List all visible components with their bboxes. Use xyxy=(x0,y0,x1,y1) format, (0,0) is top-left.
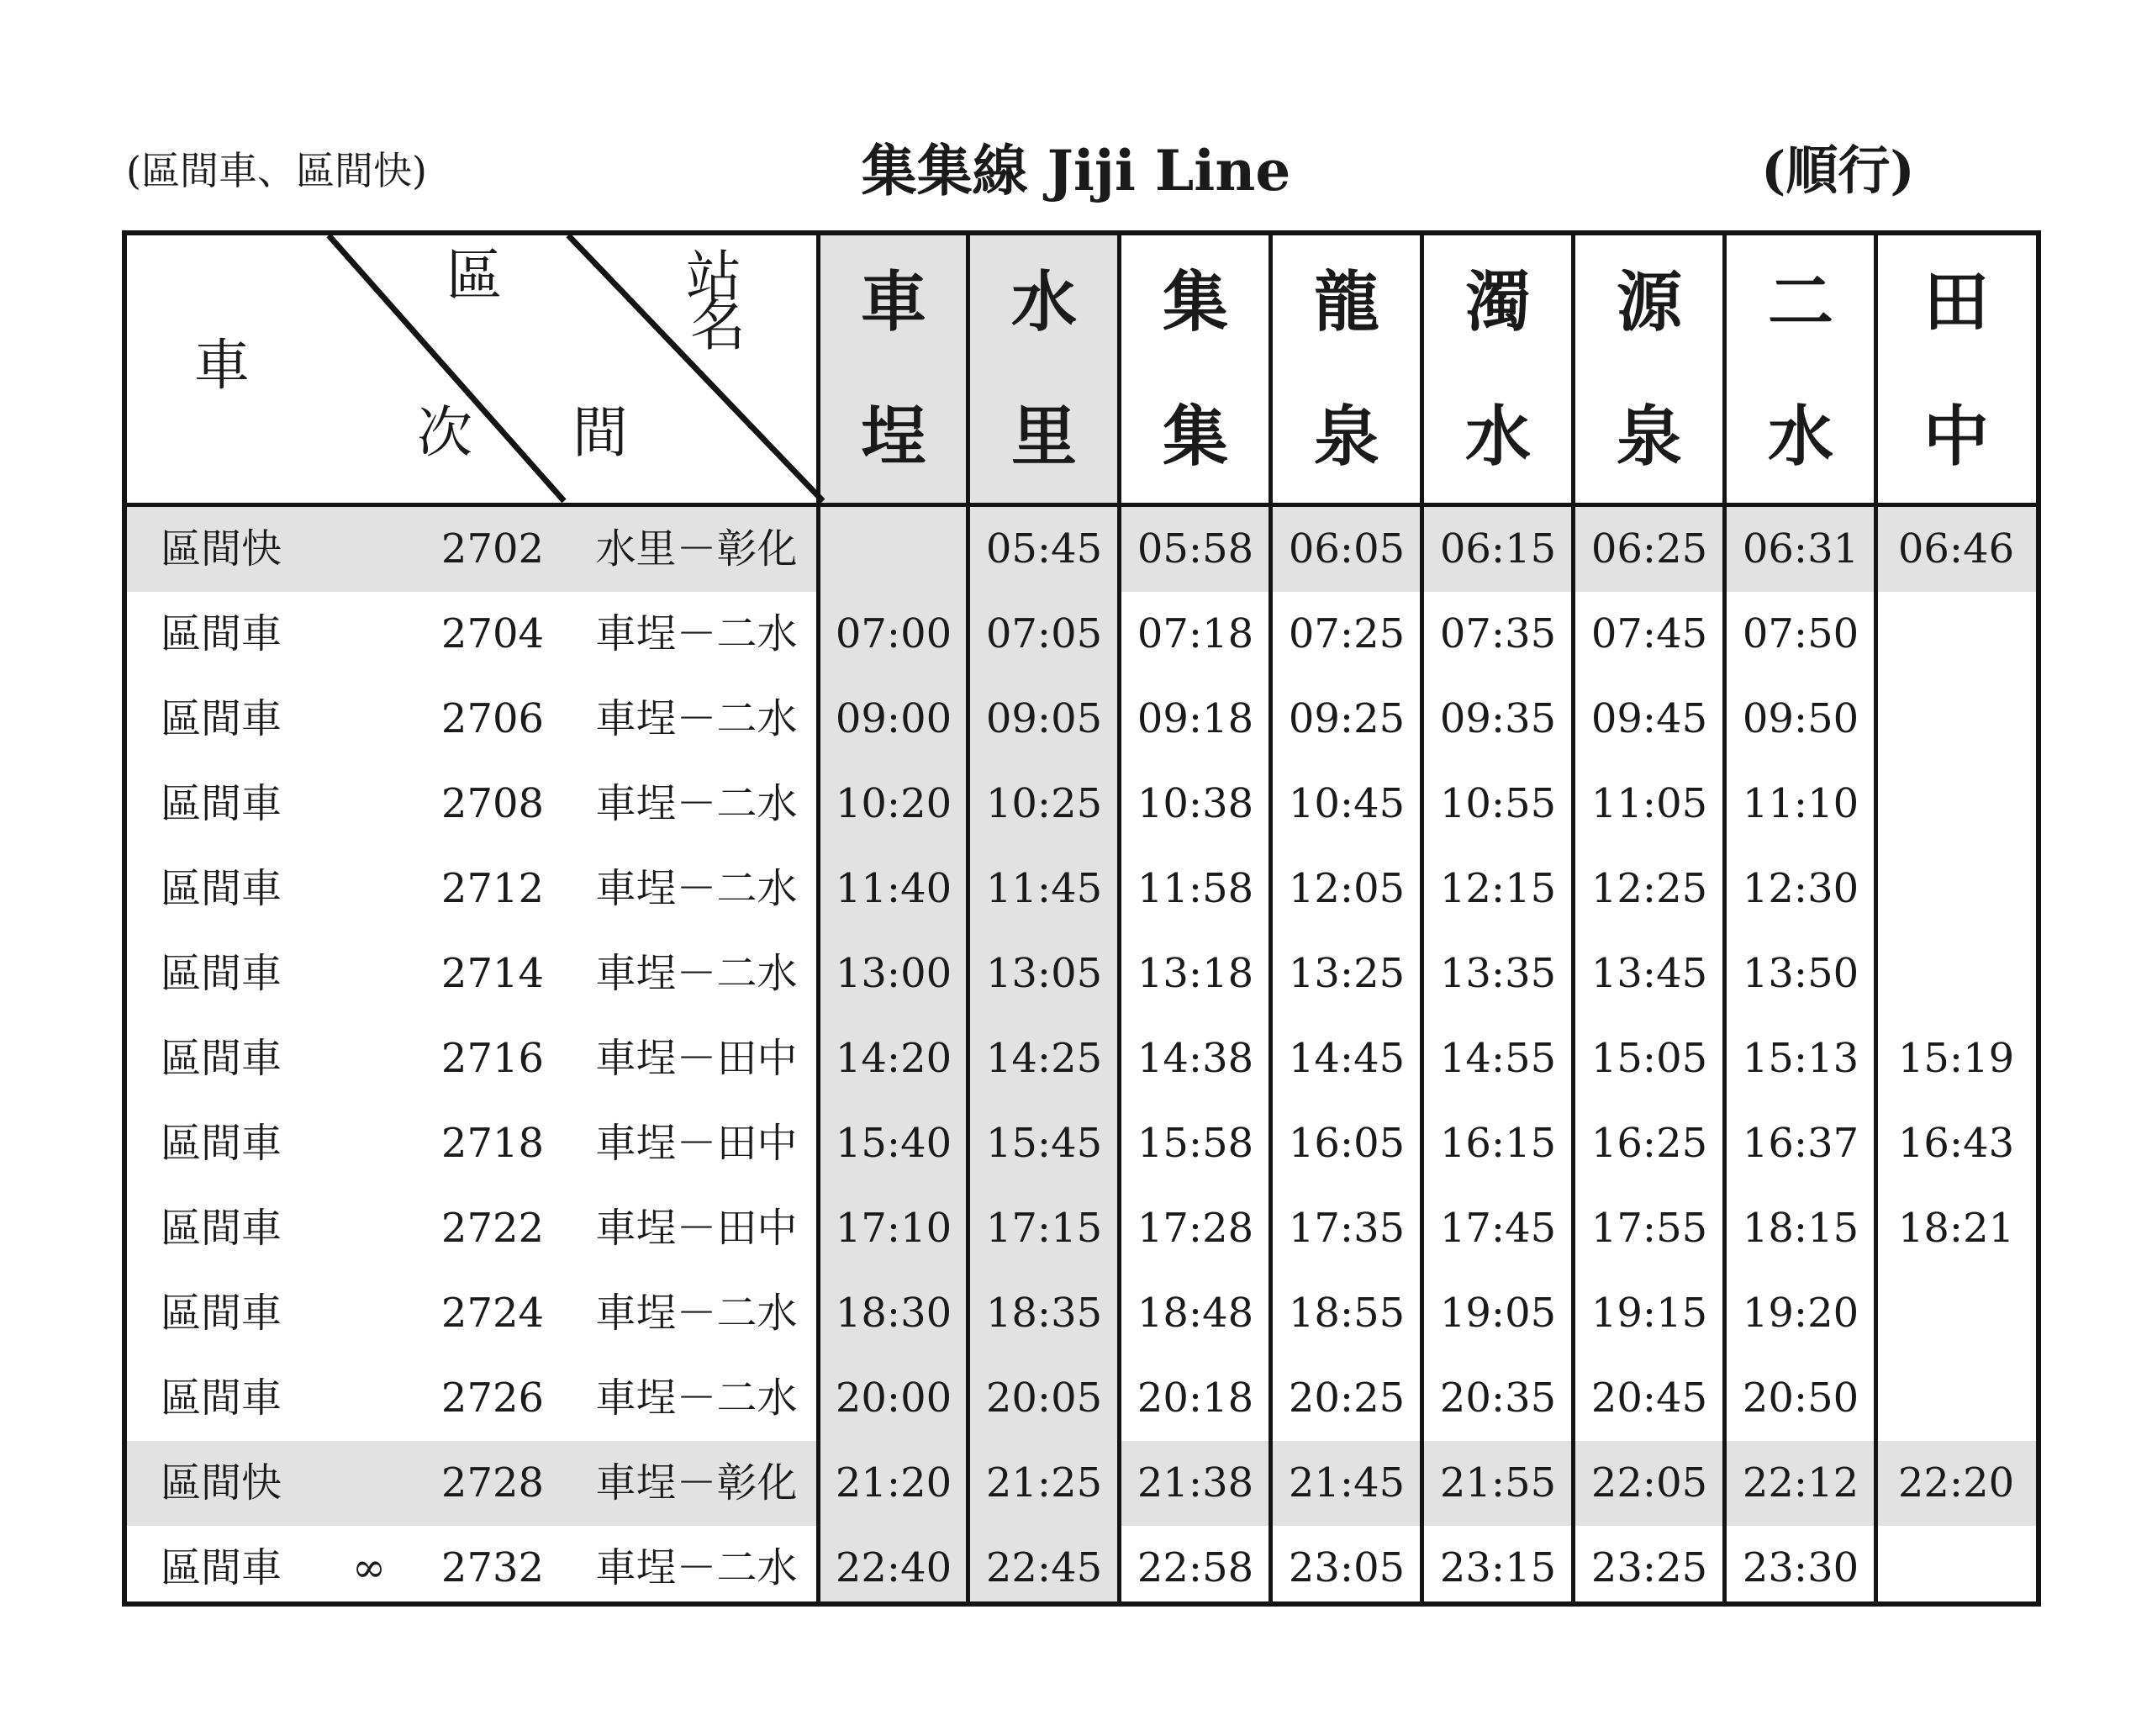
station-name-top-char: 田 xyxy=(1923,264,1989,340)
departure-time: 11:05 xyxy=(1590,780,1708,827)
departure-time: 17:10 xyxy=(835,1205,952,1252)
departure-time xyxy=(1876,677,2036,761)
train-type: 區間車 xyxy=(161,1035,282,1082)
train-type: 區間車 xyxy=(161,1544,282,1591)
special-mark xyxy=(344,762,394,846)
route-section: 車埕－二水 xyxy=(595,865,798,912)
departure-time: 06:31 xyxy=(1742,525,1859,573)
train-type: 區間車 xyxy=(161,695,282,742)
departure-time xyxy=(1876,1356,2036,1440)
departure-time: 18:30 xyxy=(835,1290,952,1337)
departure-time: 07:35 xyxy=(1439,610,1557,657)
train-number: 2726 xyxy=(440,1375,545,1422)
departure-time: 06:15 xyxy=(1439,525,1557,573)
train-type: 區間快 xyxy=(161,1459,282,1506)
departure-time: 23:25 xyxy=(1590,1544,1708,1591)
departure-time: 06:46 xyxy=(1897,525,2015,573)
table-row xyxy=(127,507,2036,592)
special-mark xyxy=(344,1441,394,1525)
departure-time: 13:45 xyxy=(1590,950,1708,997)
departure-time: 16:05 xyxy=(1288,1120,1406,1167)
station-name-bottom-char: 集 xyxy=(1162,398,1228,475)
departure-time xyxy=(819,507,968,591)
departure-time: 07:45 xyxy=(1590,610,1708,657)
station-name-top-char: 水 xyxy=(1010,264,1077,340)
direction-label: (順行) xyxy=(1761,140,1915,201)
station-name-top-char: 車 xyxy=(860,264,926,340)
train-number: 2704 xyxy=(440,610,545,657)
station-name-bottom-char: 泉 xyxy=(1313,398,1379,475)
departure-time: 20:25 xyxy=(1288,1375,1406,1422)
corner-station-label-2: 名 xyxy=(690,293,746,358)
special-mark xyxy=(344,1186,394,1270)
train-type: 區間車 xyxy=(161,1375,282,1422)
station-name-bottom-char: 中 xyxy=(1923,398,1989,475)
route-section: 車埕－二水 xyxy=(595,1544,798,1591)
departure-time: 07:50 xyxy=(1742,610,1859,657)
departure-time: 09:05 xyxy=(985,695,1103,742)
station-name-top-char: 集 xyxy=(1162,264,1228,340)
departure-time: 10:20 xyxy=(835,780,952,827)
station-name-bottom-char: 里 xyxy=(1010,398,1077,475)
departure-time xyxy=(1876,762,2036,846)
train-number: 2718 xyxy=(440,1120,545,1167)
departure-time: 12:05 xyxy=(1288,865,1406,912)
departure-time: 20:00 xyxy=(835,1375,952,1422)
special-mark xyxy=(344,1101,394,1185)
departure-time: 13:05 xyxy=(985,950,1103,997)
departure-time: 16:15 xyxy=(1439,1120,1557,1167)
station-name-top-char: 龍 xyxy=(1313,264,1379,340)
departure-time: 20:45 xyxy=(1590,1375,1708,1422)
departure-time: 07:05 xyxy=(985,610,1103,657)
departure-time: 16:37 xyxy=(1742,1120,1859,1167)
departure-time xyxy=(1876,847,2036,931)
table-row xyxy=(127,762,2036,847)
train-number: 2714 xyxy=(440,950,545,997)
departure-time: 14:45 xyxy=(1288,1035,1406,1082)
departure-time: 18:21 xyxy=(1897,1205,2015,1252)
train-type: 區間車 xyxy=(161,1290,282,1337)
route-section: 車埕－二水 xyxy=(595,695,798,742)
departure-time: 07:00 xyxy=(835,610,952,657)
departure-time: 13:35 xyxy=(1439,950,1557,997)
departure-time: 15:45 xyxy=(985,1120,1103,1167)
departure-time: 12:15 xyxy=(1439,865,1557,912)
departure-time: 07:18 xyxy=(1137,610,1254,657)
departure-time: 21:25 xyxy=(985,1459,1103,1506)
table-row xyxy=(127,592,2036,677)
table-row xyxy=(127,931,2036,1016)
departure-time: 12:30 xyxy=(1742,865,1859,912)
departure-time: 18:55 xyxy=(1288,1290,1406,1337)
departure-time: 11:10 xyxy=(1742,780,1859,827)
table-row xyxy=(127,847,2036,931)
train-type: 區間車 xyxy=(161,865,282,912)
departure-time: 09:25 xyxy=(1288,695,1406,742)
train-number: 2702 xyxy=(440,525,545,573)
timetable xyxy=(122,230,2041,1607)
special-mark xyxy=(344,931,394,1016)
departure-time: 11:40 xyxy=(835,865,952,912)
route-section: 車埕－二水 xyxy=(595,780,798,827)
departure-time: 09:00 xyxy=(835,695,952,742)
departure-time: 20:50 xyxy=(1742,1375,1859,1422)
route-section: 車埕－二水 xyxy=(595,950,798,997)
departure-time: 05:58 xyxy=(1137,525,1254,573)
departure-time: 10:38 xyxy=(1137,780,1254,827)
departure-time: 14:55 xyxy=(1439,1035,1557,1082)
train-type: 區間快 xyxy=(161,525,282,573)
departure-time: 21:38 xyxy=(1137,1459,1254,1506)
departure-time xyxy=(1876,1526,2036,1610)
special-mark xyxy=(344,507,394,591)
departure-time: 15:19 xyxy=(1897,1035,2015,1082)
departure-time: 18:35 xyxy=(985,1290,1103,1337)
departure-time: 10:45 xyxy=(1288,780,1406,827)
departure-time: 19:20 xyxy=(1742,1290,1859,1337)
train-type: 區間車 xyxy=(161,780,282,827)
departure-time: 21:55 xyxy=(1439,1459,1557,1506)
departure-time: 13:00 xyxy=(835,950,952,997)
departure-time: 17:55 xyxy=(1590,1205,1708,1252)
departure-time: 15:58 xyxy=(1137,1120,1254,1167)
train-number: 2716 xyxy=(440,1035,545,1082)
departure-time: 06:25 xyxy=(1590,525,1708,573)
table-row xyxy=(127,1526,2036,1611)
departure-time: 09:35 xyxy=(1439,695,1557,742)
train-number: 2708 xyxy=(440,780,545,827)
train-type: 區間車 xyxy=(161,1120,282,1167)
departure-time: 22:45 xyxy=(985,1544,1103,1591)
departure-time: 16:25 xyxy=(1590,1120,1708,1167)
train-number: 2722 xyxy=(440,1205,545,1252)
departure-time: 15:05 xyxy=(1590,1035,1708,1082)
route-section: 車埕－田中 xyxy=(595,1035,798,1082)
special-mark: ∞ xyxy=(352,1544,386,1591)
departure-time: 20:35 xyxy=(1439,1375,1557,1422)
departure-time: 10:25 xyxy=(985,780,1103,827)
table-row xyxy=(127,1271,2036,1356)
departure-time: 18:48 xyxy=(1137,1290,1254,1337)
special-mark xyxy=(344,847,394,931)
table-row xyxy=(127,1016,2036,1101)
departure-time: 13:50 xyxy=(1742,950,1859,997)
departure-time: 12:25 xyxy=(1590,865,1708,912)
departure-time: 05:45 xyxy=(985,525,1103,573)
departure-time: 11:45 xyxy=(985,865,1103,912)
station-name-top-char: 二 xyxy=(1767,264,1833,340)
departure-time: 23:30 xyxy=(1742,1544,1859,1591)
departure-time: 14:25 xyxy=(985,1035,1103,1082)
station-name-bottom-char: 埕 xyxy=(860,398,926,475)
special-mark xyxy=(344,592,394,676)
table-row xyxy=(127,1186,2036,1271)
departure-time: 22:58 xyxy=(1137,1544,1254,1591)
departure-time: 14:20 xyxy=(835,1035,952,1082)
departure-time: 13:18 xyxy=(1137,950,1254,997)
departure-time: 22:12 xyxy=(1742,1459,1859,1506)
page-title: 集集線 Jiji Line xyxy=(861,138,1291,203)
special-mark xyxy=(344,1356,394,1440)
departure-time: 22:20 xyxy=(1897,1459,2015,1506)
corner-train-label: 車 xyxy=(194,333,250,398)
corner-section-label: 區 xyxy=(446,243,502,308)
station-name-bottom-char: 水 xyxy=(1767,398,1833,475)
departure-time: 20:05 xyxy=(985,1375,1103,1422)
departure-time xyxy=(1876,592,2036,676)
departure-time: 23:05 xyxy=(1288,1544,1406,1591)
departure-time: 14:38 xyxy=(1137,1035,1254,1082)
route-section: 水里－彰化 xyxy=(595,525,798,573)
departure-time: 19:05 xyxy=(1439,1290,1557,1337)
corner-between-label: 間 xyxy=(572,400,628,465)
station-name-bottom-char: 水 xyxy=(1464,398,1531,475)
departure-time: 17:28 xyxy=(1137,1205,1254,1252)
departure-time: 15:13 xyxy=(1742,1035,1859,1082)
train-number: 2732 xyxy=(440,1544,545,1591)
departure-time: 17:45 xyxy=(1439,1205,1557,1252)
train-number: 2724 xyxy=(440,1290,545,1337)
route-section: 車埕－二水 xyxy=(595,1375,798,1422)
special-mark xyxy=(344,677,394,761)
route-section: 車埕－彰化 xyxy=(595,1459,798,1506)
train-number: 2712 xyxy=(440,865,545,912)
departure-time xyxy=(1876,1271,2036,1355)
special-mark xyxy=(344,1016,394,1100)
departure-time: 18:15 xyxy=(1742,1205,1859,1252)
train-number: 2728 xyxy=(440,1459,545,1506)
route-section: 車埕－田中 xyxy=(595,1205,798,1252)
corner-number-label: 次 xyxy=(417,400,472,465)
departure-time: 19:15 xyxy=(1590,1290,1708,1337)
departure-time: 15:40 xyxy=(835,1120,952,1167)
route-section: 車埕－二水 xyxy=(595,610,798,657)
departure-time: 09:45 xyxy=(1590,695,1708,742)
station-name-bottom-char: 泉 xyxy=(1616,398,1682,475)
departure-time: 20:18 xyxy=(1137,1375,1254,1422)
departure-time: 10:55 xyxy=(1439,780,1557,827)
departure-time: 17:15 xyxy=(985,1205,1103,1252)
table-row xyxy=(127,1356,2036,1441)
departure-time: 07:25 xyxy=(1288,610,1406,657)
table-row xyxy=(127,1441,2036,1526)
departure-time xyxy=(1876,931,2036,1016)
train-type: 區間車 xyxy=(161,610,282,657)
station-name-top-char: 濁 xyxy=(1464,264,1531,340)
departure-time: 13:25 xyxy=(1288,950,1406,997)
departure-time: 11:58 xyxy=(1137,865,1254,912)
departure-time: 09:18 xyxy=(1137,695,1254,742)
train-type: 區間車 xyxy=(161,950,282,997)
departure-time: 09:50 xyxy=(1742,695,1859,742)
train-types-note: (區間車、區間快) xyxy=(126,148,427,193)
table-row xyxy=(127,1101,2036,1186)
route-section: 車埕－二水 xyxy=(595,1290,798,1337)
departure-time: 16:43 xyxy=(1897,1120,2015,1167)
departure-time: 21:45 xyxy=(1288,1459,1406,1506)
departure-time: 21:20 xyxy=(835,1459,952,1506)
departure-time: 17:35 xyxy=(1288,1205,1406,1252)
departure-time: 22:40 xyxy=(835,1544,952,1591)
table-row xyxy=(127,677,2036,762)
train-type: 區間車 xyxy=(161,1205,282,1252)
corner-station-label-1: 站 xyxy=(686,245,741,309)
route-section: 車埕－田中 xyxy=(595,1120,798,1167)
departure-time: 22:05 xyxy=(1590,1459,1708,1506)
special-mark xyxy=(344,1271,394,1355)
departure-time: 06:05 xyxy=(1288,525,1406,573)
departure-time: 23:15 xyxy=(1439,1544,1557,1591)
train-number: 2706 xyxy=(440,695,545,742)
station-name-top-char: 源 xyxy=(1616,264,1682,340)
